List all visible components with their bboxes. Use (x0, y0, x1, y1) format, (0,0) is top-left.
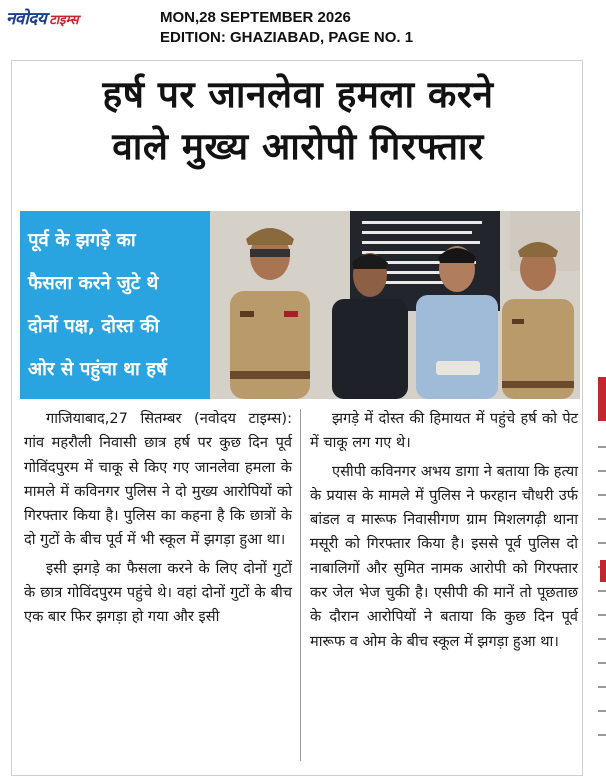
subhead-line-4: ओर से पहुंचा था हर्ष (28, 359, 167, 380)
logo-sub-text: टाइम्स (49, 13, 79, 28)
column-left (24, 407, 292, 634)
subhead-line-1: पूर्व के झगड़े का (28, 230, 136, 251)
news-photo (210, 211, 580, 399)
adjacent-article-red-mark (600, 560, 606, 582)
paragraph: गाजियाबाद,27 सितम्बर (नवोदय टाइम्स): गांव महरौली निवासी छात्र हर्ष पर कुछ दिन पूर्व गोविंदपुरम में चाकू से किए गए जानलेवा हमला के मामले में कविनगर पुलिस ने दो मुख्य आरोपियों को गिरफ्तार किया है। पुलिस का कहना है कि छात्रों के दो गुटों के बीच पूर्व में भी स्कूल में झगड़ा हुआ था। (24, 410, 292, 549)
photo-illustration (210, 211, 580, 399)
masthead (0, 0, 606, 56)
article-clipping (11, 60, 583, 776)
headline (12, 69, 583, 173)
paragraph: झगड़े में दोस्त की हिमायत में पहुंचे हर्ष को पेट में चाकू लग गए थे। (310, 410, 578, 452)
subhead-line-2: फैसला करने जुटे थे (28, 273, 159, 294)
logo-main-text: नवोदय (6, 9, 47, 29)
headline-line-1: हर्ष पर जानलेवा हमला करने (102, 73, 494, 116)
column-right (310, 407, 578, 658)
headline-line-2: वाले मुख्य आरोपी गिरफ्तार (112, 125, 484, 168)
edition-info (160, 8, 413, 48)
adjacent-article-text-fragment (598, 446, 606, 736)
photo-row (20, 211, 580, 399)
edition-line: EDITION: GHAZIABAD, PAGE NO. 1 (160, 29, 414, 46)
subhead-line-3: दोनों पक्ष, दोस्त की (28, 316, 160, 337)
column-divider (300, 409, 301, 761)
subheading-box (20, 211, 210, 399)
adjacent-article-red-block (598, 377, 606, 421)
article-body (20, 407, 578, 767)
date-line: MON,28 SEPTEMBER 2026 (160, 9, 351, 26)
paragraph: इसी झगड़े का फैसला करने के लिए दोनों गुटों के छात्र गोविंदपुरम पहुंचे थे। वहां दोनों गुटों के बीच एक बार फिर झगड़ा हो गया और इसी (24, 559, 292, 626)
newspaper-logo (6, 6, 79, 36)
paragraph: एसीपी कविनगर अभय डागा ने बताया कि हत्या के प्रयास के मामले में पुलिस ने फरहान चौधरी उर्फ बांडल व मारूफ निवासीगण ग्राम मिशलगढ़ी थाना मसूरी को गिरफ्तार किया है। इससे पूर्व पुलिस दो नाबालिगों और सुमित नामक आरोपी को गिरफ्तार कर जेल भेज चुकी है। एसीपी की मानें तो पूछताछ के दौरान आरोपियों ने बताया कि कुछ दिन पूर्व मारूफ व ओम के बीच स्कूल में झगड़ा हुआ था। (310, 462, 578, 650)
